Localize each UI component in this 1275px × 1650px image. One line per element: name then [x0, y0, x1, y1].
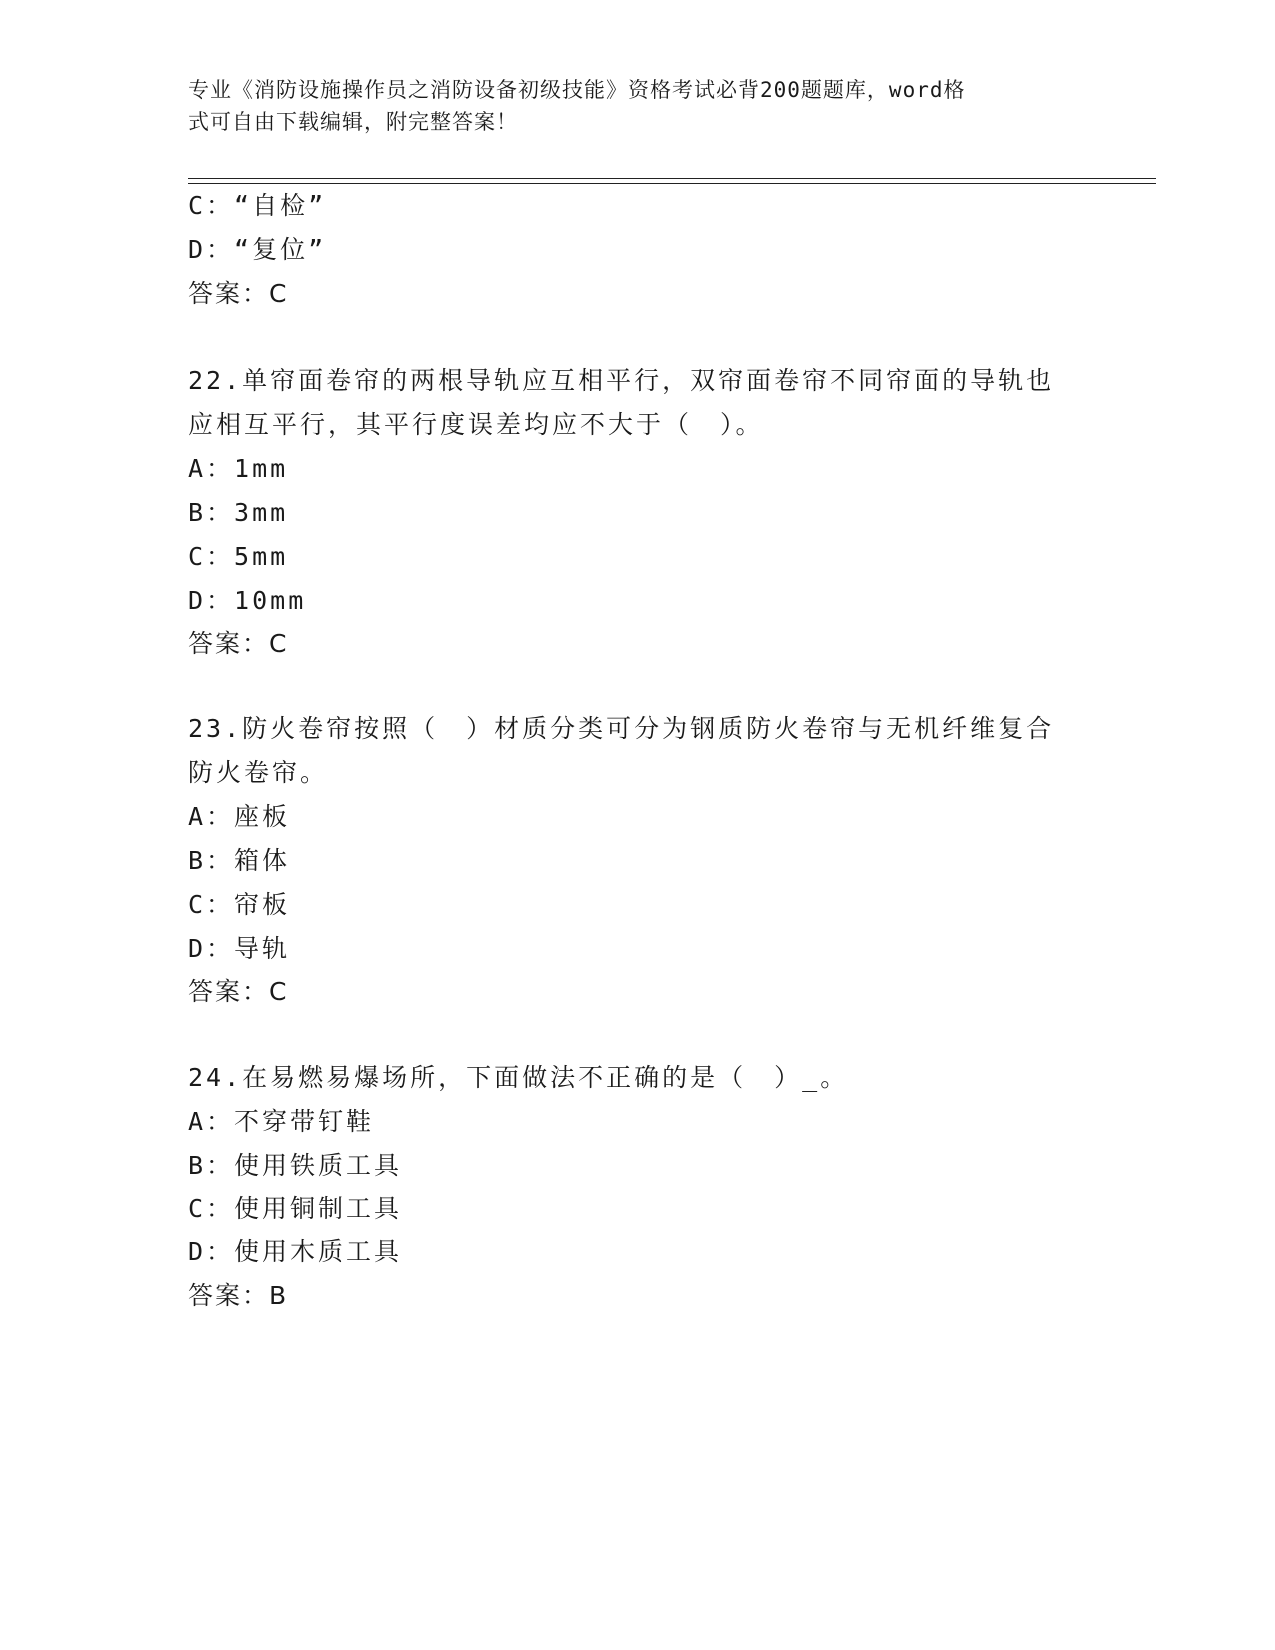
q22-option-b: B：3mm — [188, 498, 289, 527]
q23-stem-line-1: 23.防火卷帘按照（ ）材质分类可分为钢质防火卷帘与无机纤维复合 — [188, 714, 1055, 743]
q24-option-c: C：使用铜制工具 — [188, 1194, 403, 1223]
q22-stem-line-1: 22.单帘面卷帘的两根导轨应互相平行，双帘面卷帘不同帘面的导轨也 — [188, 366, 1055, 395]
q22-option-a: A：1mm — [188, 454, 289, 483]
q24-option-d: D：使用木质工具 — [188, 1237, 403, 1266]
q22-option-d: D：10mm — [188, 586, 307, 615]
q24-option-a: A：不穿带钉鞋 — [188, 1107, 375, 1136]
document-header — [188, 74, 1068, 138]
q23-answer: 答案：C — [188, 977, 289, 1006]
q24-answer: 答案：B — [188, 1281, 289, 1310]
q23-option-c: C：帘板 — [188, 890, 291, 919]
q21-answer: 答案：C — [188, 279, 289, 308]
q24-stem-line-1: 24.在易燃易爆场所，下面做法不正确的是（ ）_。 — [188, 1063, 849, 1092]
q23-option-d: D：导轨 — [188, 934, 291, 963]
header-divider-bottom — [188, 183, 1156, 184]
q21-option-d: D：“复位” — [188, 235, 327, 264]
q23-option-a: A：座板 — [188, 802, 291, 831]
q24-option-b: B：使用铁质工具 — [188, 1151, 403, 1180]
q21-option-c: C：“自检” — [188, 191, 327, 220]
q22-answer: 答案：C — [188, 629, 289, 658]
header-divider-top — [188, 178, 1156, 179]
q22-option-c: C：5mm — [188, 542, 289, 571]
header-line-2: 式可自由下载编辑，附完整答案！ — [188, 110, 518, 134]
q23-stem-line-2: 防火卷帘。 — [188, 758, 329, 787]
q23-option-b: B：箱体 — [188, 846, 291, 875]
q22-stem-line-2: 应相互平行，其平行度误差均应不大于（ ）。 — [188, 410, 764, 439]
header-line-1: 专业《消防设施操作员之消防设备初级技能》资格考试必背200题题库，word格 — [188, 78, 966, 102]
